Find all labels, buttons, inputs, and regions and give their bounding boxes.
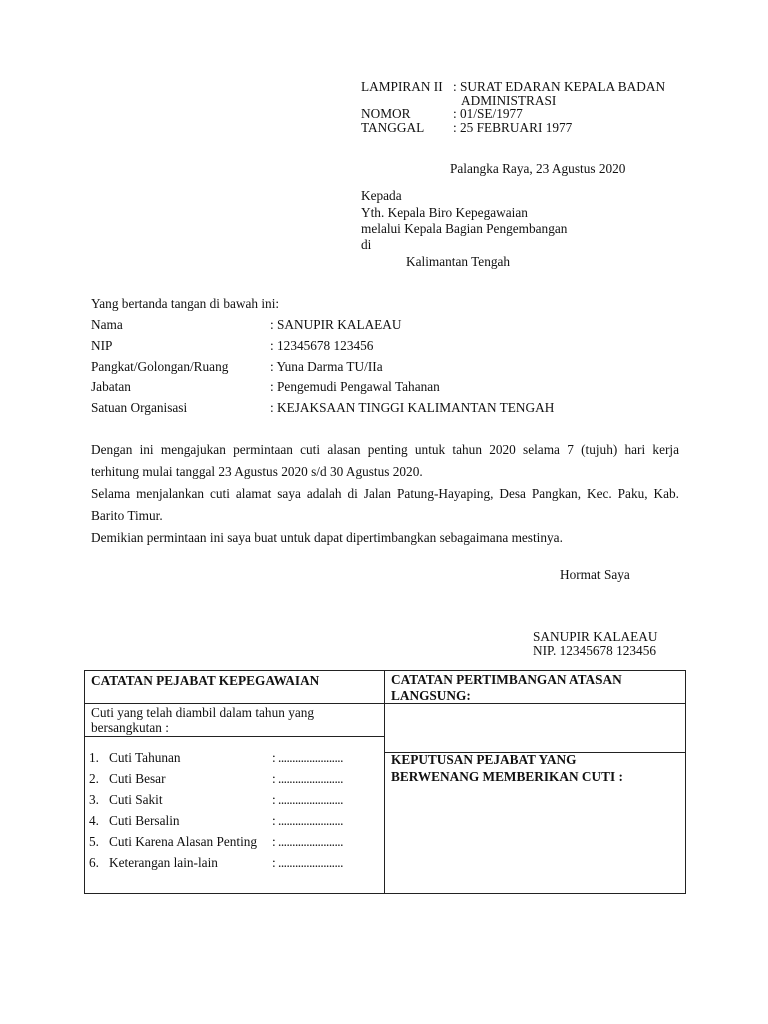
lampiran-label: LAMPIRAN II: [361, 79, 443, 94]
decision-header-cont: BERWENANG MEMBERIKAN CUTI :: [391, 769, 623, 784]
decision-header: KEPUTUSAN PEJABAT YANG: [391, 752, 577, 767]
body-line: terhitung mulai tanggal 23 Agustus 2020 s/d 30 Agustus 2020.: [91, 464, 423, 479]
lampiran-value-cont: ADMINISTRASI: [461, 93, 557, 108]
tanggal-label: TANGGAL: [361, 120, 425, 135]
nomor-value: : 01/SE/1977: [453, 106, 523, 121]
notes-table: [84, 670, 686, 894]
tanggal-value: : 25 FEBRUARI 1977: [453, 120, 573, 135]
list-item: [89, 769, 379, 789]
item-number: 4.: [89, 813, 99, 828]
item-colon: :: [272, 855, 276, 870]
body-line: Barito Timur.: [91, 508, 163, 523]
item-colon: :: [272, 771, 276, 786]
identity-label: Jabatan: [91, 379, 131, 394]
identity-label: NIP: [91, 338, 113, 353]
list-item: [89, 748, 379, 768]
item-name: Cuti Karena Alasan Penting: [109, 834, 258, 849]
item-blank: .......................: [278, 771, 343, 786]
recipient-line: Yth. Kepala Biro Kepegawaian: [361, 205, 528, 220]
table-header-kepegawaian: CATATAN PEJABAT KEPEGAWAIAN: [91, 673, 320, 688]
body-text: [91, 439, 679, 549]
nomor-label: NOMOR: [361, 106, 411, 121]
place-date: Palangka Raya, 23 Agustus 2020: [450, 161, 626, 176]
recipient-line: di: [361, 237, 372, 252]
table-divider: [85, 736, 384, 737]
identity-value: : SANUPIR KALAEAU: [270, 317, 402, 332]
item-number: 3.: [89, 792, 99, 807]
signature-name: SANUPIR KALAEAU: [533, 629, 658, 644]
identity-value: : 12345678 123456: [270, 338, 374, 353]
item-name: Cuti Besar: [109, 771, 166, 786]
recipient-place: Kalimantan Tengah: [406, 254, 511, 269]
item-name: Cuti Tahunan: [109, 750, 181, 765]
recipient-kepada: Kepada: [361, 188, 402, 203]
list-item: [89, 811, 379, 831]
recipient-line: melalui Kepala Bagian Pengembangan: [361, 221, 568, 236]
item-number: 6.: [89, 855, 99, 870]
item-colon: :: [272, 813, 276, 828]
item-number: 1.: [89, 750, 99, 765]
item-blank: .......................: [278, 855, 343, 870]
item-colon: :: [272, 834, 276, 849]
table-divider: [384, 671, 385, 893]
identity-label: Nama: [91, 317, 123, 332]
list-item: [89, 832, 379, 852]
cuti-taken-label-cont: bersangkutan :: [91, 720, 169, 735]
identity-label: Satuan Organisasi: [91, 400, 188, 415]
item-blank: .......................: [278, 834, 343, 849]
item-blank: .......................: [278, 792, 343, 807]
identity-value: : Yuna Darma TU/IIa: [270, 359, 383, 374]
table-divider: [85, 703, 685, 704]
cuti-taken-label: Cuti yang telah diambil dalam tahun yang: [91, 705, 315, 720]
body-line: Dengan ini mengajukan permintaan cuti alasan penting untuk tahun 2020 selama 7 (tujuh) hari kerja: [91, 442, 679, 457]
closing-text: Hormat Saya: [560, 567, 630, 582]
identity-value: : KEJAKSAAN TINGGI KALIMANTAN TENGAH: [270, 400, 555, 415]
table-header-atasan-cont: LANGSUNG:: [391, 688, 471, 703]
item-name: Keterangan lain-lain: [109, 855, 218, 870]
item-number: 5.: [89, 834, 99, 849]
lampiran-value: : SURAT EDARAN KEPALA BADAN: [453, 79, 666, 94]
item-blank: .......................: [278, 750, 343, 765]
item-colon: :: [272, 792, 276, 807]
item-name: Cuti Bersalin: [109, 813, 180, 828]
body-line: Selama menjalankan cuti alamat saya adalah di Jalan Patung-Hayaping, Desa Pangkan, Kec. Paku, Kab.: [91, 486, 679, 501]
body-line: Demikian permintaan ini saya buat untuk dapat dipertimbangkan sebagaimana mestinya.: [91, 530, 563, 545]
item-blank: .......................: [278, 813, 343, 828]
table-header-atasan: CATATAN PERTIMBANGAN ATASAN: [391, 672, 622, 687]
signature-nip: NIP. 12345678 123456: [533, 643, 657, 658]
identity-label: Pangkat/Golongan/Ruang: [91, 359, 229, 374]
item-colon: :: [272, 750, 276, 765]
item-name: Cuti Sakit: [109, 792, 163, 807]
item-number: 2.: [89, 771, 99, 786]
intro-text: Yang bertanda tangan di bawah ini:: [91, 296, 280, 311]
identity-value: : Pengemudi Pengawal Tahanan: [270, 379, 440, 394]
list-item: [89, 853, 379, 873]
list-item: [89, 790, 379, 810]
